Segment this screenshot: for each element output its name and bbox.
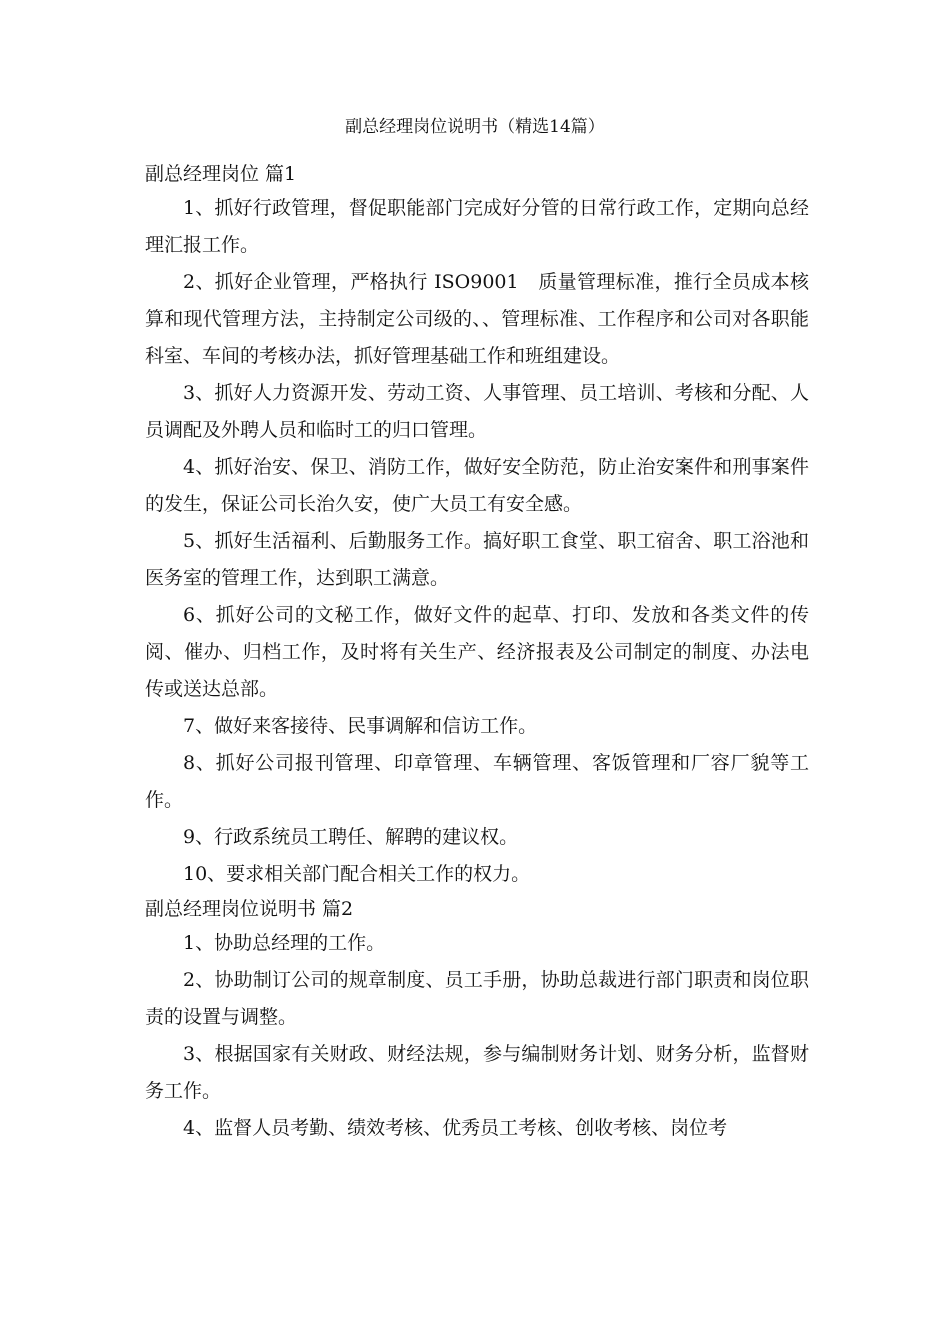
paragraph: 1、抓好行政管理，督促职能部门完成好分管的日常行政工作，定期向总经理汇报工作。: [145, 197, 809, 256]
paragraph: 3、抓好人力资源开发、劳动工资、人事管理、员工培训、考核和分配、人员调配及外聘人员和临时工的归口管理。: [145, 382, 809, 441]
paragraph: 4、监督人员考勤、绩效考核、优秀员工考核、创收考核、岗位考: [183, 1117, 728, 1139]
paragraph: 5、抓好生活福利、后勤服务工作。搞好职工食堂、职工宿舍、职工浴池和医务室的管理工作，达到职工满意。: [145, 530, 809, 589]
paragraph: 10、要求相关部门配合相关工作的权力。: [183, 863, 531, 885]
paragraph: 2、协助制订公司的规章制度、员工手册，协助总裁进行部门职责和岗位职责的设置与调整。: [145, 969, 809, 1028]
document-body: [145, 158, 809, 1147]
section-heading-1: 副总经理岗位 篇1: [145, 163, 297, 185]
paragraph: 1、协助总经理的工作。: [183, 932, 386, 954]
paragraph: 6、抓好公司的文秘工作，做好文件的起草、打印、发放和各类文件的传阅、催办、归档工作，及时将有关生产、经济报表及公司制定的制度、办法电传或送达总部。: [145, 604, 809, 700]
paragraph: 8、抓好公司报刊管理、印章管理、车辆管理、客饭管理和厂容厂貌等工作。: [145, 752, 809, 811]
document-title: 副总经理岗位说明书（精选14篇）: [345, 117, 605, 137]
section-heading-2: 副总经理岗位说明书 篇2: [145, 898, 354, 920]
paragraph: 2、抓好企业管理，严格执行 ISO9001 质量管理标准，推行全员成本核算和现代管理方法，主持制定公司级的、、管理标准、工作程序和公司对各职能科室、车间的考核办法，抓好管理基础工作和班组建设。: [145, 271, 809, 367]
paragraph: 4、抓好治安、保卫、消防工作，做好安全防范，防止治安案件和刑事案件的发生，保证公司长治久安，使广大员工有安全感。: [145, 456, 809, 515]
paragraph: 7、做好来客接待、民事调解和信访工作。: [183, 715, 538, 737]
paragraph: 9、行政系统员工聘任、解聘的建议权。: [183, 826, 519, 848]
paragraph: 3、根据国家有关财政、财经法规，参与编制财务计划、财务分析，监督财务工作。: [145, 1043, 809, 1102]
